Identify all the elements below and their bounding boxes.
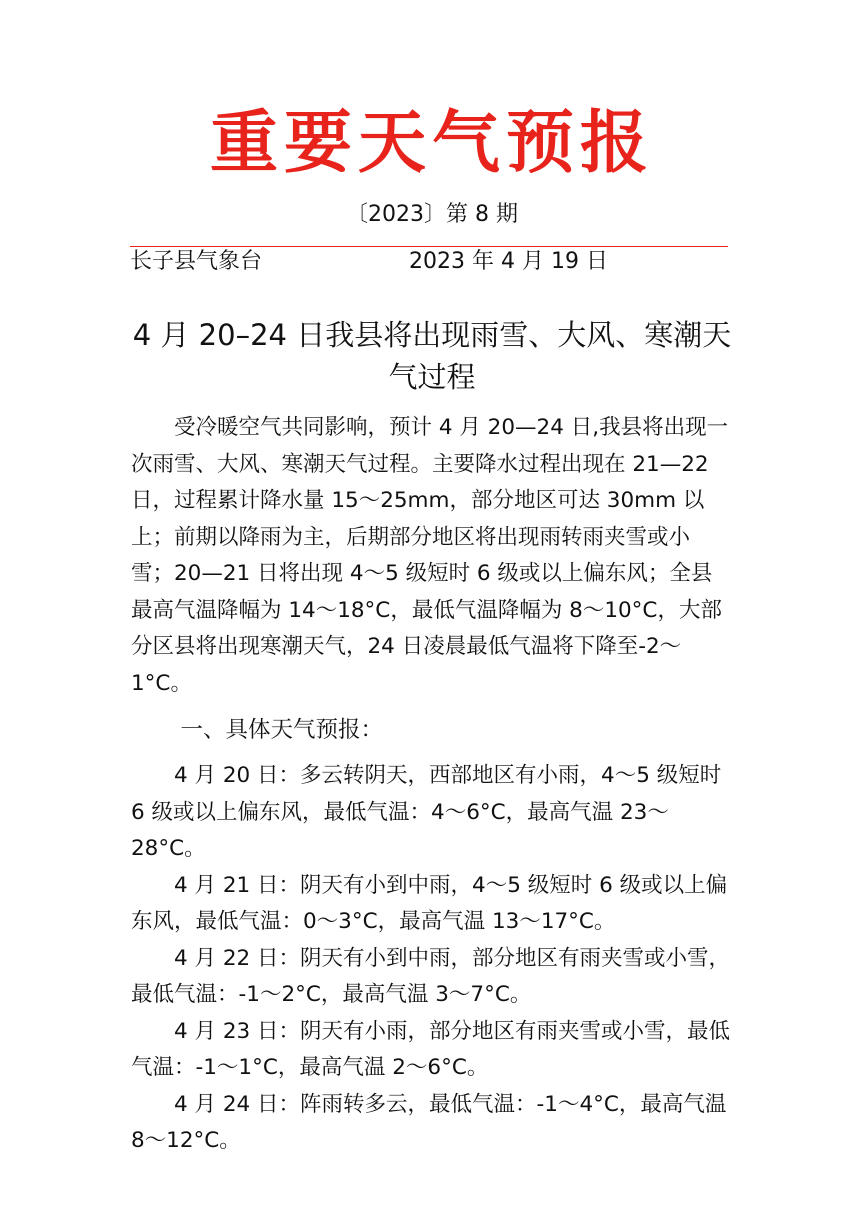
daily-forecast-item: 4 月 21 日：阴天有小到中雨，4～5 级短时 6 级或以上偏东风，最低气温：0～3°C，最高气温 13～17°C。 — [131, 872, 728, 934]
section-heading: 一、具体天气预报： — [180, 717, 384, 743]
headline: 4 月 20–24 日我县将出现雨雪、大风、寒潮天气过程 — [132, 318, 732, 394]
issue-number: 〔2023〕第 8 期 — [346, 202, 518, 227]
summary-paragraph: 受冷暖空气共同影响，预计 4 月 20—24 日,我县将出现一次雨雪、大风、寒潮天气过程。主要降水过程出现在 21—22 日，过程累计降水量 15～25mm，部分地区可达 30mm 以上；前期以降雨为主，后期部分地区将出现雨转雨夹雪或小雪；20—21 日将出现 4～5 级短时 6 级或以上偏东风；全县最高气温降幅为 14～18°C，最低气温降幅为 8～10°C，大部分区县将出现寒潮天气，24 日凌晨最低气温将下降至-2～1°C。 — [131, 415, 729, 696]
issuer-name: 长子县气象台 — [130, 249, 263, 274]
daily-forecast-item: 4 月 22 日：阴天有小到中雨，部分地区有雨夹雪或小雪，最低气温：-1～2°C，最高气温 3～7°C。 — [131, 945, 731, 1007]
issue-date: 2023 年 4 月 19 日 — [409, 249, 608, 274]
daily-forecast-item: 4 月 24 日：阵雨转多云，最低气温：-1～4°C，最高气温 8～12°C。 — [131, 1091, 727, 1153]
masthead-title: 重要天气预报 — [209, 104, 654, 183]
document-body — [131, 410, 731, 1160]
daily-forecast-item: 4 月 23 日：阴天有小雨，部分地区有雨夹雪或小雪，最低气温：-1～1°C，最高气温 2～6°C。 — [131, 1018, 731, 1080]
daily-forecast-item: 4 月 20 日：多云转阴天，西部地区有小雨，4～5 级短时 6 级或以上偏东风，最低气温：4～6°C，最高气温 23～28°C。 — [131, 763, 722, 861]
